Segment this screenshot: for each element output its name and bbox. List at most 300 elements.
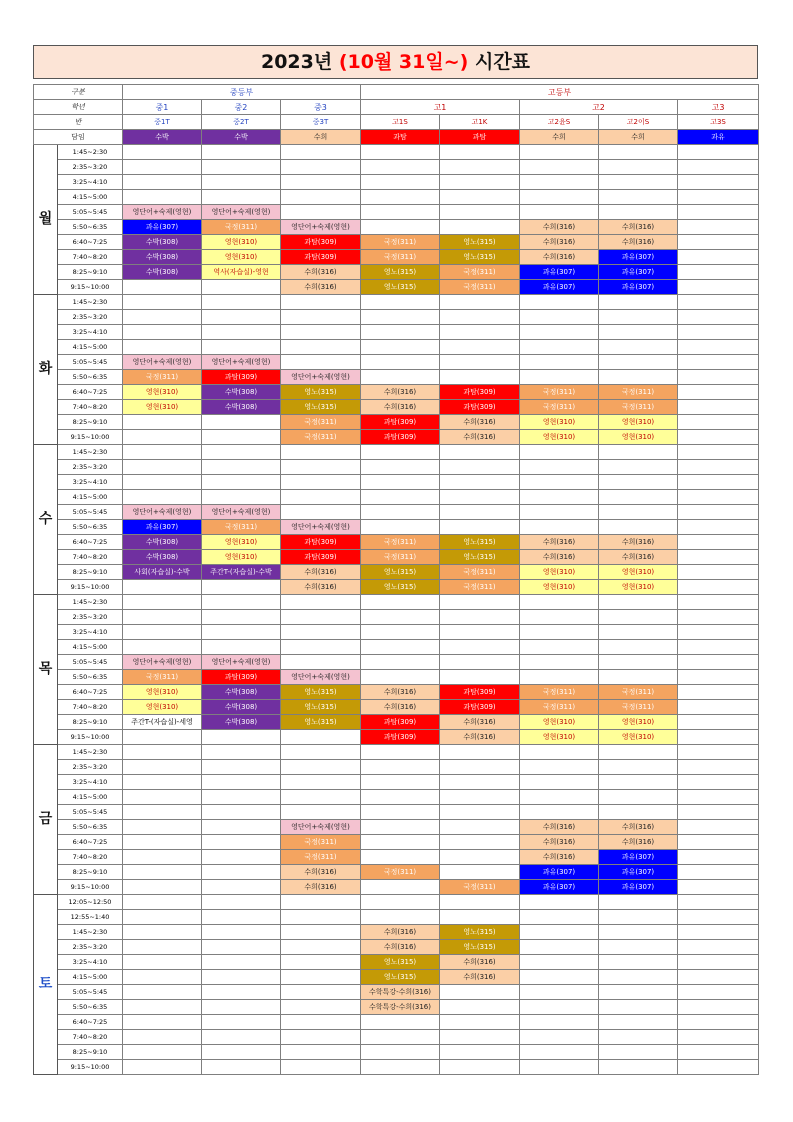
class-cell: 고1K [440, 115, 520, 130]
schedule-cell: 수희(316) [520, 850, 599, 865]
time-slot: 2:35~3:20 [58, 610, 123, 625]
schedule-cell [202, 760, 281, 775]
schedule-cell [440, 325, 520, 340]
schedule-cell: 영단어+숙제(영현) [123, 505, 202, 520]
schedule-cell: 수희(316) [281, 565, 361, 580]
schedule-row [34, 1000, 759, 1015]
schedule-cell: 영현(310) [202, 550, 281, 565]
schedule-cell: 수희(316) [281, 880, 361, 895]
schedule-cell [599, 190, 678, 205]
schedule-row [34, 310, 759, 325]
schedule-cell [440, 520, 520, 535]
schedule-cell [520, 1060, 599, 1075]
schedule-cell: 수박(308) [123, 265, 202, 280]
schedule-row [34, 535, 759, 550]
schedule-row [34, 850, 759, 865]
schedule-cell: 과유(307) [599, 250, 678, 265]
homeroom-cell: 수희 [599, 130, 678, 145]
schedule-cell [202, 730, 281, 745]
schedule-row [34, 910, 759, 925]
schedule-cell [520, 145, 599, 160]
schedule-row [34, 145, 759, 160]
schedule-cell: 국정(311) [440, 880, 520, 895]
schedule-cell [678, 190, 759, 205]
schedule-cell: 과유(307) [520, 865, 599, 880]
schedule-cell: 과유(307) [599, 880, 678, 895]
schedule-cell: 영현(310) [123, 385, 202, 400]
schedule-cell [678, 505, 759, 520]
schedule-cell: 영단어+숙제(영현) [123, 205, 202, 220]
day-label: 금 [34, 745, 58, 895]
schedule-cell [599, 625, 678, 640]
schedule-cell [281, 490, 361, 505]
schedule-cell [678, 910, 759, 925]
schedule-cell [678, 1060, 759, 1075]
schedule-cell: 국정(311) [281, 835, 361, 850]
schedule-cell [361, 805, 440, 820]
schedule-row [34, 1045, 759, 1060]
schedule-cell [202, 865, 281, 880]
day-label: 수 [34, 445, 58, 595]
schedule-cell [678, 715, 759, 730]
time-slot: 12:05~12:50 [58, 895, 123, 910]
schedule-cell [202, 940, 281, 955]
schedule-cell: 수희(316) [440, 715, 520, 730]
schedule-cell [599, 295, 678, 310]
schedule-cell: 수희(316) [281, 865, 361, 880]
time-slot: 7:40~8:20 [58, 250, 123, 265]
schedule-row [34, 790, 759, 805]
grade-h2: 고2 [520, 100, 678, 115]
schedule-row [34, 1030, 759, 1045]
schedule-cell [440, 340, 520, 355]
schedule-cell [123, 880, 202, 895]
time-slot: 5:05~5:45 [58, 205, 123, 220]
schedule-cell [202, 160, 281, 175]
schedule-cell: 국정(311) [520, 700, 599, 715]
schedule-cell [361, 1060, 440, 1075]
schedule-cell [202, 145, 281, 160]
time-slot: 3:25~4:10 [58, 775, 123, 790]
day-label: 토 [34, 895, 58, 1075]
homeroom-cell: 과탐 [361, 130, 440, 145]
schedule-cell: 과유(307) [520, 280, 599, 295]
schedule-cell: 수박(308) [202, 685, 281, 700]
schedule-cell [678, 940, 759, 955]
schedule-row [34, 715, 759, 730]
schedule-row [34, 175, 759, 190]
schedule-row [34, 655, 759, 670]
time-slot: 3:25~4:10 [58, 475, 123, 490]
schedule-cell: 영현(310) [520, 730, 599, 745]
schedule-cell [678, 985, 759, 1000]
schedule-cell: 수학특강-수희(316) [361, 985, 440, 1000]
schedule-cell [520, 670, 599, 685]
schedule-cell [123, 145, 202, 160]
class-cell: 고1S [361, 115, 440, 130]
schedule-cell: 국정(311) [361, 235, 440, 250]
schedule-cell [361, 160, 440, 175]
time-slot: 9:15~10:00 [58, 280, 123, 295]
schedule-cell [599, 775, 678, 790]
schedule-cell [678, 1030, 759, 1045]
schedule-row [34, 160, 759, 175]
schedule-cell: 영노(315) [361, 580, 440, 595]
schedule-cell [123, 1060, 202, 1075]
schedule-cell [123, 970, 202, 985]
schedule-cell [123, 160, 202, 175]
schedule-cell [440, 355, 520, 370]
schedule-cell [678, 730, 759, 745]
schedule-cell [281, 910, 361, 925]
schedule-cell: 국정(311) [123, 370, 202, 385]
timetable-body [34, 145, 759, 1075]
schedule-cell [440, 790, 520, 805]
time-slot: 2:35~3:20 [58, 310, 123, 325]
time-slot: 6:40~7:25 [58, 835, 123, 850]
schedule-cell [599, 325, 678, 340]
schedule-cell [281, 295, 361, 310]
schedule-cell [599, 760, 678, 775]
schedule-cell: 국정(311) [520, 385, 599, 400]
schedule-cell [361, 475, 440, 490]
day-label: 월 [34, 145, 58, 295]
schedule-cell [520, 985, 599, 1000]
schedule-cell [202, 445, 281, 460]
schedule-cell [361, 745, 440, 760]
schedule-cell [361, 325, 440, 340]
schedule-cell [202, 190, 281, 205]
schedule-cell: 과유(307) [520, 265, 599, 280]
schedule-cell [202, 325, 281, 340]
time-slot: 9:15~10:00 [58, 880, 123, 895]
schedule-cell: 수희(316) [599, 535, 678, 550]
schedule-cell: 국정(311) [440, 580, 520, 595]
schedule-cell [123, 775, 202, 790]
schedule-row [34, 1060, 759, 1075]
schedule-cell: 수희(316) [440, 415, 520, 430]
schedule-cell [202, 280, 281, 295]
time-slot: 8:25~9:10 [58, 1045, 123, 1060]
schedule-cell [678, 700, 759, 715]
schedule-cell: 영단어+숙제(영현) [123, 655, 202, 670]
schedule-cell [123, 175, 202, 190]
schedule-row [34, 670, 759, 685]
schedule-cell: 영현(310) [202, 535, 281, 550]
schedule-row [34, 700, 759, 715]
schedule-cell: 영단어+숙제(영현) [281, 820, 361, 835]
schedule-cell: 과유(307) [599, 850, 678, 865]
schedule-cell: 과탐(309) [361, 730, 440, 745]
division-label: 구분 [34, 85, 123, 100]
schedule-cell [202, 850, 281, 865]
schedule-cell: 과탐(309) [281, 550, 361, 565]
schedule-row [34, 250, 759, 265]
time-slot: 7:40~8:20 [58, 1030, 123, 1045]
day-label: 화 [34, 295, 58, 445]
schedule-cell: 국정(311) [599, 700, 678, 715]
schedule-cell [678, 1000, 759, 1015]
schedule-cell [599, 1060, 678, 1075]
schedule-cell [281, 790, 361, 805]
schedule-cell [678, 850, 759, 865]
schedule-cell: 영단어+숙제(영현) [281, 520, 361, 535]
schedule-cell [361, 595, 440, 610]
schedule-cell: 영노(315) [440, 940, 520, 955]
schedule-cell [202, 910, 281, 925]
schedule-cell [599, 745, 678, 760]
schedule-cell [361, 850, 440, 865]
group-middle-school: 중등부 [123, 85, 361, 100]
schedule-row [34, 925, 759, 940]
class-cell: 고3S [678, 115, 759, 130]
schedule-cell: 수희(316) [520, 235, 599, 250]
schedule-cell [440, 895, 520, 910]
schedule-cell [678, 460, 759, 475]
schedule-cell [123, 850, 202, 865]
schedule-cell: 과유(307) [520, 880, 599, 895]
schedule-cell [281, 355, 361, 370]
schedule-cell: 수희(316) [599, 835, 678, 850]
schedule-cell [202, 595, 281, 610]
schedule-cell: 영노(315) [281, 385, 361, 400]
schedule-cell [361, 220, 440, 235]
schedule-cell [678, 385, 759, 400]
schedule-row [34, 340, 759, 355]
time-slot: 8:25~9:10 [58, 415, 123, 430]
schedule-cell [361, 670, 440, 685]
schedule-cell [678, 430, 759, 445]
schedule-cell [678, 775, 759, 790]
time-slot: 7:40~8:20 [58, 400, 123, 415]
schedule-row [34, 235, 759, 250]
schedule-cell [202, 295, 281, 310]
time-slot: 6:40~7:25 [58, 235, 123, 250]
schedule-cell [281, 775, 361, 790]
schedule-cell [123, 430, 202, 445]
schedule-cell: 영현(310) [520, 430, 599, 445]
schedule-cell [281, 625, 361, 640]
schedule-cell: 영단어+숙제(영현) [202, 355, 281, 370]
schedule-cell: 과탐(309) [281, 250, 361, 265]
schedule-cell [520, 505, 599, 520]
schedule-cell [678, 820, 759, 835]
schedule-cell [678, 925, 759, 940]
schedule-cell [123, 895, 202, 910]
schedule-cell: 영단어+숙제(영현) [281, 220, 361, 235]
schedule-cell [281, 445, 361, 460]
schedule-cell [123, 925, 202, 940]
schedule-cell [599, 985, 678, 1000]
schedule-cell [123, 940, 202, 955]
schedule-cell: 국정(311) [202, 520, 281, 535]
schedule-cell [440, 190, 520, 205]
schedule-cell: 수박(308) [123, 250, 202, 265]
schedule-cell [440, 595, 520, 610]
schedule-cell: 영현(310) [599, 565, 678, 580]
schedule-row [34, 940, 759, 955]
schedule-cell [123, 955, 202, 970]
schedule-cell [361, 820, 440, 835]
schedule-cell [599, 895, 678, 910]
schedule-row [34, 970, 759, 985]
schedule-cell [520, 745, 599, 760]
schedule-cell: 수학특강-수희(316) [361, 1000, 440, 1015]
schedule-cell [281, 160, 361, 175]
schedule-cell [599, 805, 678, 820]
schedule-cell [678, 1045, 759, 1060]
schedule-cell [281, 985, 361, 1000]
schedule-cell [520, 1030, 599, 1045]
schedule-cell: 국정(311) [123, 670, 202, 685]
grade-label: 학년 [34, 100, 123, 115]
schedule-cell [599, 175, 678, 190]
schedule-cell: 수희(316) [520, 820, 599, 835]
schedule-row [34, 490, 759, 505]
schedule-cell [123, 910, 202, 925]
schedule-cell [440, 1030, 520, 1045]
schedule-cell [202, 610, 281, 625]
schedule-cell [281, 970, 361, 985]
schedule-cell [520, 370, 599, 385]
time-slot: 1:45~2:30 [58, 925, 123, 940]
schedule-cell [202, 955, 281, 970]
time-slot: 5:05~5:45 [58, 355, 123, 370]
schedule-cell: 영현(310) [520, 415, 599, 430]
schedule-cell [123, 415, 202, 430]
schedule-cell: 수희(316) [361, 940, 440, 955]
schedule-cell [202, 820, 281, 835]
schedule-cell [599, 490, 678, 505]
schedule-cell [678, 250, 759, 265]
schedule-cell [599, 205, 678, 220]
schedule-cell [361, 895, 440, 910]
schedule-cell [281, 610, 361, 625]
title-suffix: 시간표 [474, 51, 531, 73]
schedule-row [34, 565, 759, 580]
schedule-cell [361, 355, 440, 370]
homeroom-cell: 과탐 [440, 130, 520, 145]
schedule-cell [123, 625, 202, 640]
day-label: 목 [34, 595, 58, 745]
schedule-row [34, 385, 759, 400]
schedule-cell [440, 445, 520, 460]
schedule-cell [520, 205, 599, 220]
schedule-cell: 수희(316) [281, 280, 361, 295]
schedule-cell [123, 280, 202, 295]
schedule-row [34, 220, 759, 235]
schedule-cell [678, 520, 759, 535]
schedule-cell [123, 805, 202, 820]
schedule-cell [440, 145, 520, 160]
schedule-cell [678, 970, 759, 985]
schedule-row [34, 580, 759, 595]
schedule-cell [678, 610, 759, 625]
schedule-cell [361, 790, 440, 805]
schedule-cell [123, 445, 202, 460]
schedule-cell [202, 895, 281, 910]
schedule-cell [281, 325, 361, 340]
schedule-cell [361, 370, 440, 385]
schedule-cell: 영노(315) [440, 535, 520, 550]
class-cell: 중1T [123, 115, 202, 130]
time-slot: 1:45~2:30 [58, 145, 123, 160]
schedule-row [34, 430, 759, 445]
grade-m3: 중3 [281, 100, 361, 115]
schedule-cell [440, 820, 520, 835]
schedule-cell: 영현(310) [202, 235, 281, 250]
schedule-cell [440, 850, 520, 865]
schedule-cell: 과탐(309) [281, 235, 361, 250]
schedule-cell: 영노(315) [440, 550, 520, 565]
schedule-cell [520, 160, 599, 175]
schedule-cell: 영현(310) [520, 565, 599, 580]
schedule-cell [520, 175, 599, 190]
time-slot: 6:40~7:25 [58, 1015, 123, 1030]
schedule-cell [202, 1045, 281, 1060]
schedule-cell [520, 475, 599, 490]
schedule-row [34, 400, 759, 415]
schedule-cell [202, 970, 281, 985]
schedule-cell: 수희(316) [520, 535, 599, 550]
schedule-row [34, 1015, 759, 1030]
schedule-row [34, 775, 759, 790]
schedule-row [34, 895, 759, 910]
schedule-cell [678, 295, 759, 310]
schedule-cell [202, 805, 281, 820]
time-slot: 2:35~3:20 [58, 940, 123, 955]
schedule-cell: 국정(311) [281, 430, 361, 445]
schedule-cell [361, 505, 440, 520]
schedule-cell [520, 190, 599, 205]
schedule-cell [678, 445, 759, 460]
schedule-cell [599, 520, 678, 535]
time-slot: 4:15~5:00 [58, 640, 123, 655]
schedule-cell: 수박(308) [123, 535, 202, 550]
schedule-cell [520, 595, 599, 610]
schedule-cell [202, 790, 281, 805]
schedule-cell [440, 760, 520, 775]
schedule-row [34, 355, 759, 370]
schedule-cell [440, 295, 520, 310]
schedule-cell [361, 910, 440, 925]
schedule-row [34, 820, 759, 835]
schedule-cell [123, 1045, 202, 1060]
schedule-row [34, 475, 759, 490]
schedule-cell [281, 460, 361, 475]
schedule-cell [202, 415, 281, 430]
schedule-cell [123, 325, 202, 340]
schedule-row [34, 205, 759, 220]
schedule-cell [520, 970, 599, 985]
time-slot: 8:25~9:10 [58, 565, 123, 580]
schedule-cell: 영현(310) [202, 250, 281, 265]
schedule-cell [202, 880, 281, 895]
schedule-cell: 국정(311) [440, 280, 520, 295]
schedule-cell [361, 1015, 440, 1030]
time-slot: 5:50~6:35 [58, 820, 123, 835]
schedule-cell: 과유(307) [123, 520, 202, 535]
schedule-cell: 수희(316) [281, 265, 361, 280]
homeroom-cell: 수박 [202, 130, 281, 145]
schedule-row [34, 460, 759, 475]
schedule-cell [123, 595, 202, 610]
schedule-cell [678, 415, 759, 430]
schedule-cell: 영노(315) [281, 715, 361, 730]
schedule-cell [440, 1000, 520, 1015]
schedule-cell [202, 745, 281, 760]
schedule-cell [281, 505, 361, 520]
